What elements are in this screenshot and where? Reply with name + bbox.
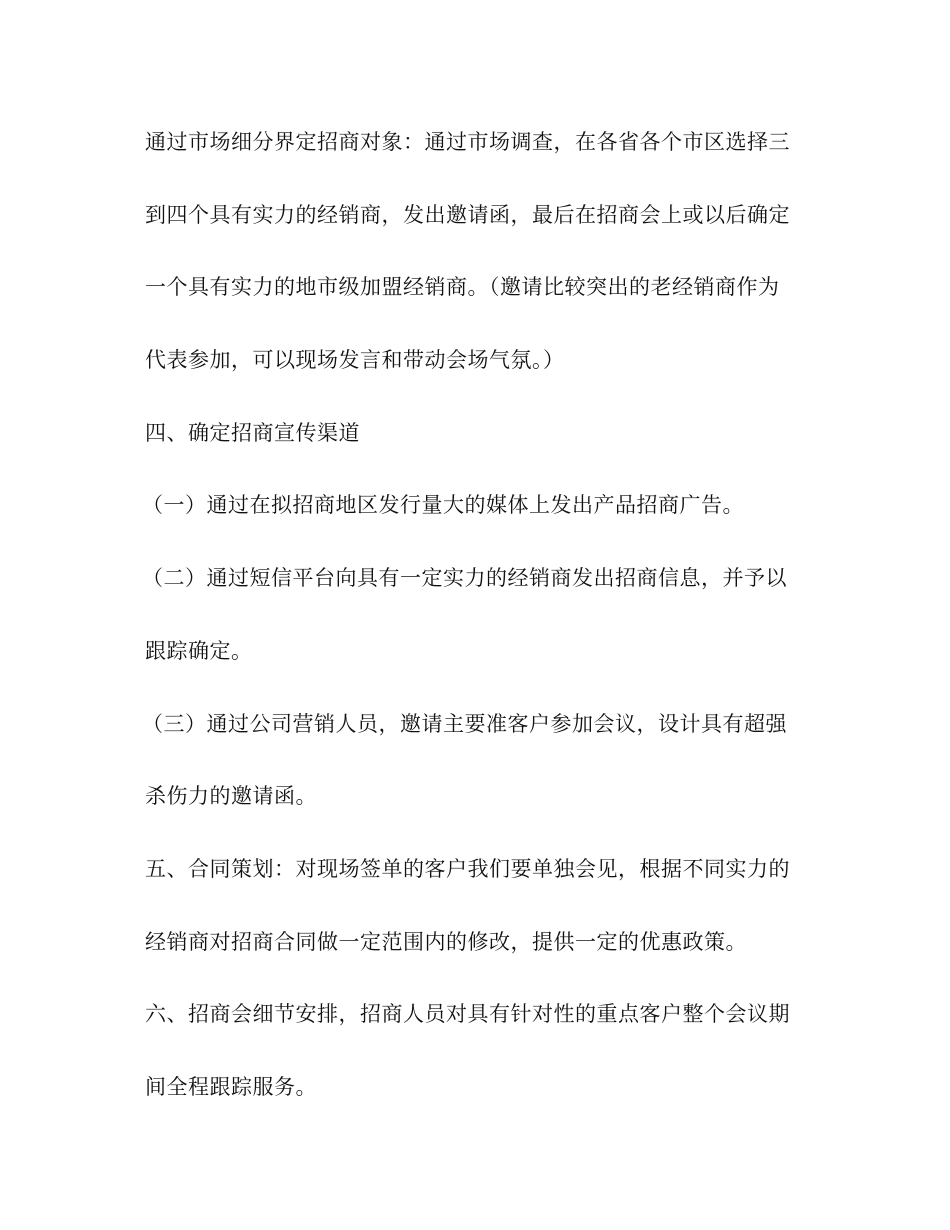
text-line-1: 通过市场细分界定招商对象：通过市场调查，在各省各个市区选择三 bbox=[145, 130, 790, 154]
list-item-three-continued: 杀伤力的邀请函。 bbox=[145, 784, 317, 809]
section-six: 六、招商会细节安排，招商人员对具有针对性的重点客户整个会议期 bbox=[145, 1002, 790, 1027]
document-body bbox=[142, 122, 805, 1140]
section-heading-four: 四、确定招商宣传渠道 bbox=[145, 420, 360, 445]
section-six-continued: 间全程跟踪服务。 bbox=[145, 1074, 317, 1099]
list-item-three: （三）通过公司营销人员，邀请主要准客户参加会议，设计具有超强 bbox=[142, 711, 787, 736]
section-five: 五、合同策划：对现场签单的客户我们要单独会见，根据不同实力的 bbox=[145, 856, 790, 881]
text-line-4: 代表参加，可以现场发言和带动会场气氛。） bbox=[145, 348, 565, 373]
section-five-continued: 经销商对招商合同做一定范围内的修改，提供一定的优惠政策。 bbox=[145, 929, 747, 954]
text-line-3: 一个具有实力的地市级加盟经销商。（邀请比较突出的老经销商作为 bbox=[145, 275, 780, 300]
list-item-one: （一）通过在拟招商地区发行量大的媒体上发出产品招商广告。 bbox=[142, 493, 744, 518]
text-line-2: 到四个具有实力的经销商，发出邀请函，最后在招商会上或以后确定 bbox=[145, 202, 790, 227]
list-item-two: （二）通过短信平台向具有一定实力的经销商发出招商信息，并予以 bbox=[142, 566, 787, 591]
list-item-two-continued: 跟踪确定。 bbox=[145, 638, 253, 663]
